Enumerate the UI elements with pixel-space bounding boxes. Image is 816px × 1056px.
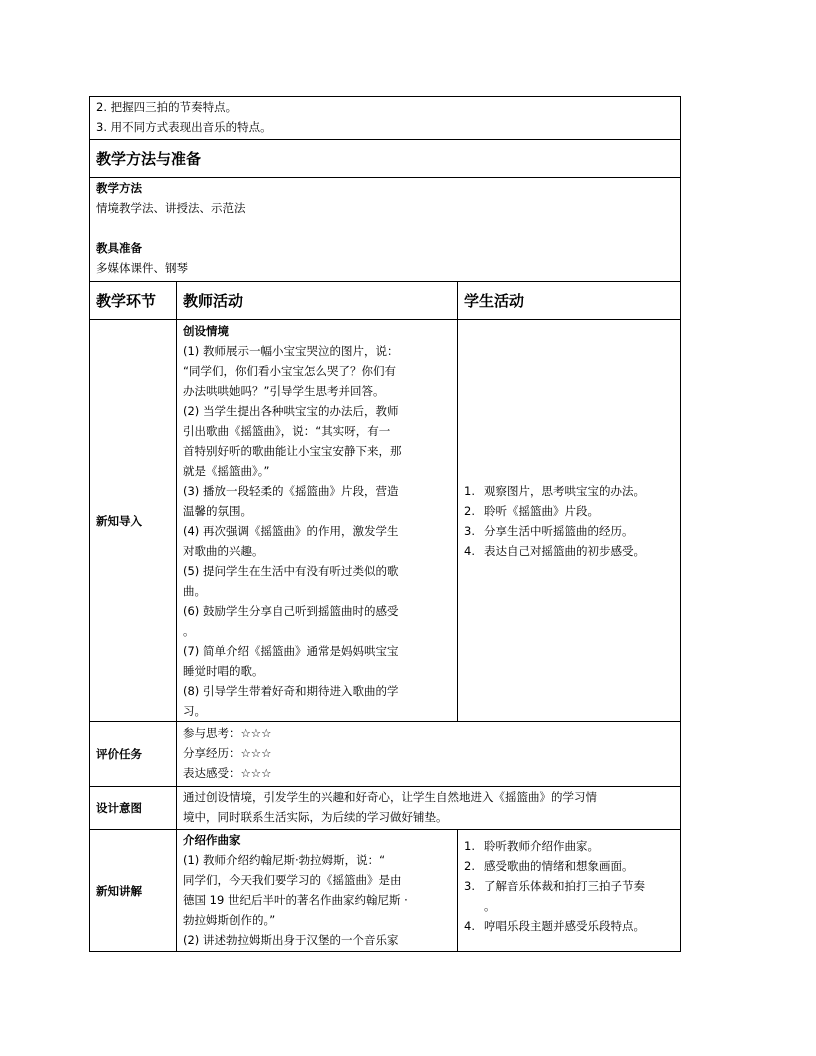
list-item: 。 bbox=[484, 899, 496, 913]
lecture-teacher-line: (2) 讲述勃拉姆斯出身于汉堡的一个音乐家 bbox=[183, 933, 399, 947]
intro-teacher-line: 温馨的氛围。 bbox=[183, 504, 252, 518]
table-header-row bbox=[90, 282, 681, 320]
intro-row bbox=[90, 320, 681, 722]
lecture-row bbox=[90, 830, 681, 952]
intro-teacher-line: (4) 再次强调《摇篮曲》的作用，激发学生 bbox=[183, 524, 399, 538]
section-heading: 教学方法与准备 bbox=[96, 150, 202, 168]
header-teacher: 教师活动 bbox=[183, 292, 244, 310]
intro-teacher-line: 对歌曲的兴趣。 bbox=[183, 544, 264, 558]
goal-item-3: 3. 用不同方式表现出音乐的特点。 bbox=[96, 120, 272, 134]
intro-teacher-line: (5) 提问学生在生活中有没有听过类似的歌 bbox=[183, 564, 399, 578]
list-item: 2. 感受歌曲的情绪和想象画面。 bbox=[464, 859, 634, 873]
list-item: 3. 分享生活中听摇篮曲的经历。 bbox=[464, 523, 634, 538]
lesson-plan-document bbox=[89, 96, 680, 952]
intro-teacher-line: 首特别好听的歌曲能让小宝宝安静下来，那 bbox=[183, 444, 402, 458]
intro-teacher-line: (8) 引导学生带着好奇和期待进入歌曲的学 bbox=[183, 684, 399, 698]
goal-item-2: 2. 把握四三拍的节奏特点。 bbox=[96, 100, 238, 114]
intro-teacher-line: (6) 鼓励学生分享自己听到摇篮曲时的感受 bbox=[183, 604, 399, 618]
lecture-teacher-line: 同学们，今天我们要学习的《摇篮曲》是由 bbox=[183, 873, 402, 887]
intro-teacher-line: “同学们，你们看小宝宝怎么哭了？你们有 bbox=[183, 364, 396, 378]
intro-teacher-line: 习。 bbox=[183, 704, 206, 718]
intro-teacher-line: (3) 播放一段轻柔的《摇篮曲》片段，营造 bbox=[183, 484, 399, 498]
method-text: 情境教学法、讲授法、示范法 bbox=[96, 201, 246, 215]
list-item: 1. 聆听教师介绍作曲家。 bbox=[464, 839, 599, 853]
list-item: 2. 聆听《摇篮曲》片段。 bbox=[464, 503, 599, 518]
lesson-plan-table bbox=[89, 96, 681, 952]
lecture-teacher-line: 德国 19 世纪后半叶的著名作曲家约翰尼斯 · bbox=[183, 893, 408, 907]
eval-row bbox=[90, 722, 681, 787]
lecture-student-list bbox=[458, 836, 680, 936]
intro-teacher-line: 曲。 bbox=[183, 584, 206, 598]
list-item: 4. 表达自己对摇篮曲的初步感受。 bbox=[464, 543, 645, 558]
lecture-teacher-line: (1) 教师介绍约翰尼斯·勃拉姆斯，说：“ bbox=[183, 853, 386, 867]
intro-teacher-line: (7) 简单介绍《摇篮曲》通常是妈妈哄宝宝 bbox=[183, 644, 399, 658]
methods-heading-row bbox=[90, 140, 681, 178]
methods-row bbox=[90, 178, 681, 282]
intro-teacher-line: (2) 当学生提出各种哄宝宝的办法后，教师 bbox=[183, 404, 399, 418]
intro-stage: 新知导入 bbox=[96, 513, 142, 528]
intro-teacher-line: 办法哄哄她吗？”引导学生思考并回答。 bbox=[183, 384, 385, 398]
eval-line: 参与思考：☆☆☆ bbox=[183, 726, 272, 740]
intro-teacher-line: 引出歌曲《摇篮曲》，说：“其实呀，有一 bbox=[183, 424, 391, 438]
lecture-teacher-title: 介绍作曲家 bbox=[183, 833, 241, 847]
eval-line: 表达感受：☆☆☆ bbox=[183, 766, 272, 780]
intro-teacher-title: 创设情境 bbox=[183, 324, 229, 338]
design-line: 通过创设情境，引发学生的兴趣和好奇心，让学生自然地进入《摇篮曲》的学习情 bbox=[183, 790, 597, 804]
tools-text: 多媒体课件、钢琴 bbox=[96, 261, 188, 275]
header-student: 学生活动 bbox=[464, 292, 525, 310]
goals-row bbox=[90, 97, 681, 140]
list-item: 3. 了解音乐体裁和拍打三拍子节奏 bbox=[464, 879, 645, 893]
tools-title: 教具准备 bbox=[96, 241, 142, 255]
method-title: 教学方法 bbox=[96, 181, 142, 195]
list-item: 4. 哼唱乐段主题并感受乐段特点。 bbox=[464, 919, 645, 933]
eval-stage: 评价任务 bbox=[96, 747, 142, 761]
intro-teacher-line: 睡觉时唱的歌。 bbox=[183, 664, 264, 678]
intro-student-list bbox=[458, 481, 680, 561]
list-item: 1. 观察图片，思考哄宝宝的办法。 bbox=[464, 483, 645, 498]
lecture-teacher-line: 勃拉姆斯创作的。” bbox=[183, 913, 276, 927]
design-row bbox=[90, 787, 681, 830]
lecture-stage: 新知讲解 bbox=[96, 883, 142, 898]
intro-teacher-line: 。 bbox=[183, 624, 195, 638]
design-stage: 设计意图 bbox=[96, 801, 142, 815]
intro-teacher-line: 就是《摇篮曲》。” bbox=[183, 464, 270, 478]
eval-line: 分享经历：☆☆☆ bbox=[183, 746, 272, 760]
header-stage: 教学环节 bbox=[96, 292, 157, 310]
design-line: 境中，同时联系生活实际，为后续的学习做好铺垫。 bbox=[183, 810, 448, 824]
intro-teacher-line: (1) 教师展示一幅小宝宝哭泣的图片，说： bbox=[183, 344, 399, 358]
